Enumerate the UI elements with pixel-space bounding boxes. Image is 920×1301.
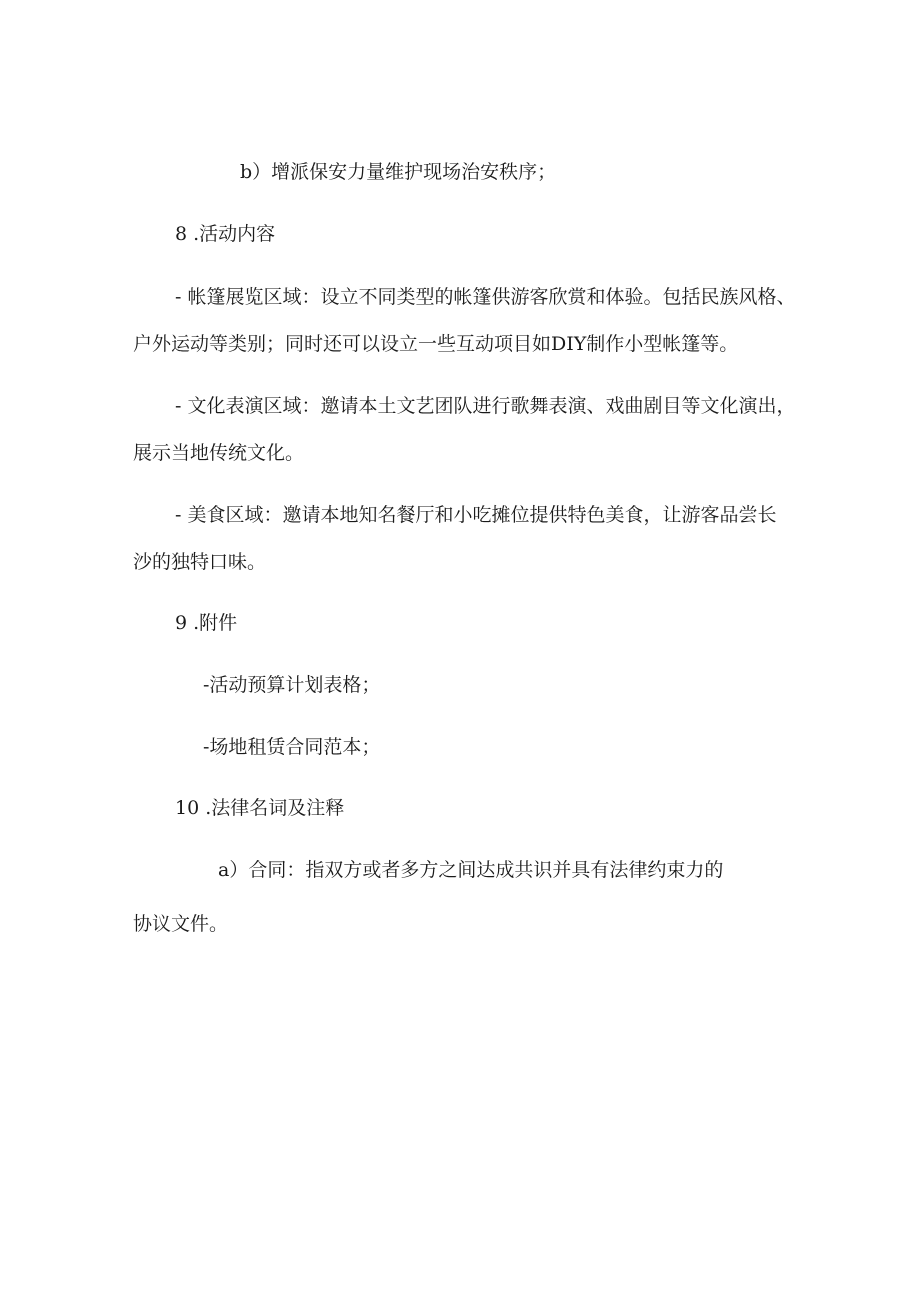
section-8-heading: 8 .活动内容 xyxy=(175,223,276,245)
culture-performance-area-line-1: - 文化表演区域：邀请本土文艺团队进行歌舞表演、戏曲剧目等文化演出， xyxy=(175,395,796,417)
attachment-budget-table: -活动预算计划表格； xyxy=(203,674,381,696)
security-measure-b: b）增派保安力量维护现场治安秩序； xyxy=(240,161,557,183)
attachment-lease-contract: -场地租赁合同范本； xyxy=(203,736,381,758)
legal-term-contract-line-1: a）合同：指双方或者多方之间达成共识并具有法律约束力的 xyxy=(218,859,724,881)
food-area-line-1: - 美食区域：邀请本地知名餐厅和小吃摊位提供特色美食，让游客品尝长 xyxy=(175,504,777,526)
legal-term-contract-line-2: 协议文件。 xyxy=(133,913,229,935)
food-area-line-2: 沙的独特口味。 xyxy=(133,551,267,573)
culture-performance-area-line-2: 展示当地传统文化。 xyxy=(133,442,305,464)
section-10-heading: 10 .法律名词及注释 xyxy=(175,797,345,819)
tent-exhibit-area-line-1: - 帐篷展览区域：设立不同类型的帐篷供游客欣赏和体验。包括民族风格、 xyxy=(175,286,796,308)
tent-exhibit-area-line-2: 户外运动等类别；同时还可以设立一些互动项目如DIY制作小型帐篷等。 xyxy=(133,333,739,355)
section-9-heading: 9 .附件 xyxy=(175,612,238,634)
